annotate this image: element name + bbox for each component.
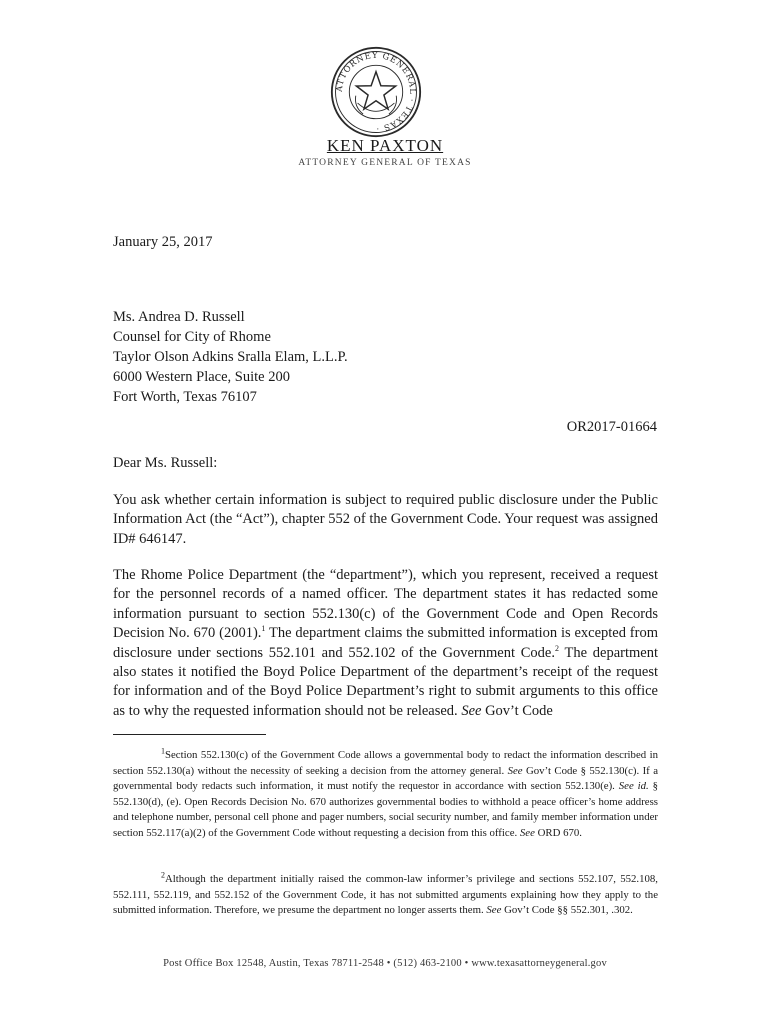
footnote-ref-1: 1: [261, 624, 266, 634]
footnote-2: $^2$Although the department initially raised the common-law informer’s privilege and sections 552.107, 552.108, 552.111, 552.119, and 552.152 of the Government Code, it has not submitted arguments explaining how they apply to the submitted information. Therefore, we presume the department no longer asserts them. See Gov’t Code §§ 552.301, .302.: [113, 870, 658, 917]
attorney-title: ATTORNEY GENERAL OF TEXAS: [298, 158, 472, 168]
footnote-divider: [113, 734, 266, 735]
body-paragraph-1: You ask whether certain information is subject to required public disclosure under the Public Information Act (the “Act”), chapter 552 of the Government Code. Your request was assigned ID# 646147.: [113, 492, 658, 547]
recipient-firm: Taylor Olson Adkins Sralla Elam, L.L.P.: [113, 349, 348, 365]
footnote-1: $^1$Section 552.130(c) of the Government Code allows a governmental body to redact the information described in section 552.130(a) without the necessity of seeking a decision from the attorney general. See Gov’t Code § 552.130(c). If a governmental body redacts such information, it must notify the requestor in accordance with section 552.130(e). See id. § 552.130(d), (e). Open Records Decision No. 670 authorizes governmental bodies to withhold a peace officer’s home address and telephone number, personal cell phone and pager numbers, social security number, and family member information under section 552.117(a)(2) of the Government Code without requesting a decision from this office. See ORD 670.: [113, 746, 659, 839]
salutation: Dear Ms. Russell:: [113, 455, 218, 471]
recipient-role: Counsel for City of Rhome: [113, 329, 271, 345]
recipient-city: Fort Worth, Texas 76107: [113, 389, 257, 405]
body-paragraph-2: The Rhome Police Department (the “department”), which you represent, received a request for the personnel records of a named officer. The department states it has redacted some information pursuant to section 552.130(c) of the Government Code and Open Records Decision No. 670 (2001).$^1$ The department claims the submitted information is excepted from disclosure under sections 552.101 and 552.102 of the Government Code.$^2$ The department also states it notified the Boyd Police Department of the department’s receipt of the request for information and of the Boyd Police Department’s right to submit arguments to this office as to why the requested information should not be released. See Gov’t Code: [113, 567, 658, 719]
recipient-name: Ms. Andrea D. Russell: [113, 309, 245, 325]
open-records-reference: OR2017-01664: [566, 419, 657, 435]
svg-text:ATTORNEY GENERAL · TEXAS ·: ATTORNEY GENERAL · TEXAS ·: [333, 49, 419, 135]
recipient-street: 6000 Western Place, Suite 200: [113, 369, 290, 385]
recipient-address: [113, 307, 348, 407]
attorney-general-seal-icon: [330, 46, 422, 138]
footnote-ref-2: 2: [554, 643, 559, 653]
letter-date: January 25, 2017: [113, 234, 213, 250]
letterhead-footer: Post Office Box 12548, Austin, Texas 78711-2548 • (512) 463-2100 • www.texasattorneygeneral.gov: [163, 958, 607, 969]
attorney-name: KEN PAXTON: [326, 136, 444, 155]
